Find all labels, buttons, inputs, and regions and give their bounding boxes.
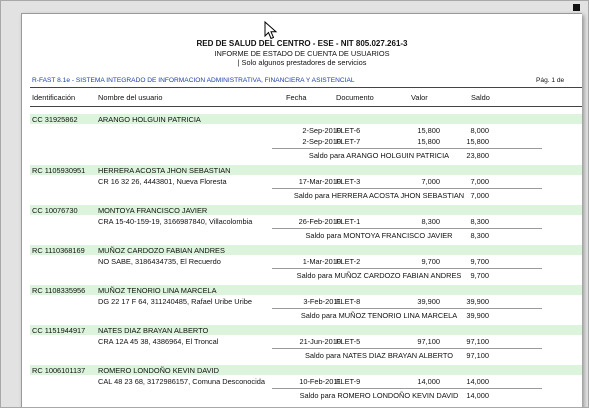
col-header-date: Fecha <box>286 93 307 102</box>
movement-document: FLET-7 <box>336 137 361 146</box>
user-total-label: Saldo para NATES DIAZ BRAYAN ALBERTO <box>304 351 453 360</box>
user-total-label: Saldo para HERRERA ACOSTA JHON SEBASTIAN <box>293 191 465 200</box>
user-address: CRA 12A 45 38, 4386964, El Troncal <box>98 337 219 346</box>
subtotal-rule <box>272 148 542 149</box>
user-total-label: Saldo para MONTOYA FRANCISCO JAVIER <box>305 231 453 240</box>
movement-date: 26-Feb-2010 <box>298 217 341 226</box>
movement-value: 14,000 <box>417 377 440 386</box>
subtotal-rule <box>272 188 542 189</box>
user-id: CC 1151944917 <box>32 326 86 335</box>
movement-date: 3-Feb-2011 <box>303 297 341 306</box>
movement-balance: 15,800 <box>466 137 489 146</box>
movement-value: 97,100 <box>417 337 440 346</box>
movement-balance: 39,900 <box>466 297 489 306</box>
user-total-label: Saldo para ROMERO LONDOÑO KEVIN DAVID <box>299 391 459 400</box>
subtotal-rule <box>272 308 542 309</box>
report-title: RED DE SALUD DEL CENTRO - ESE - NIT 805.027.261-3 <box>196 39 408 48</box>
movement-value: 15,800 <box>417 126 440 135</box>
movement-balance: 7,000 <box>470 177 489 186</box>
movement-value: 8,300 <box>421 217 440 226</box>
movement-balance: 14,000 <box>466 377 489 386</box>
movement-value: 15,800 <box>417 137 440 146</box>
subtotal-rule <box>272 268 542 269</box>
movement-date: 2-Sep-2010 <box>302 126 341 135</box>
report-subtitle: INFORME DE ESTADO DE CUENTA DE USUARIOS <box>214 49 390 58</box>
user-name: NATES DIAZ BRAYAN ALBERTO <box>98 326 209 335</box>
subtotal-rule <box>272 348 542 349</box>
movement-balance: 9,700 <box>470 257 489 266</box>
movement-date: 10-Feb-2011 <box>299 377 341 386</box>
user-name: HERRERA ACOSTA JHON SEBASTIAN <box>98 166 231 175</box>
movement-date: 2-Sep-2010 <box>302 137 341 146</box>
col-header-document: Documento <box>336 93 374 102</box>
user-id: RC 1006101137 <box>32 366 86 375</box>
user-address: CRA 15-40-159-19, 3166987840, Villacolombia <box>98 217 253 226</box>
header-rule-top <box>30 87 582 88</box>
user-address: NO SABE, 3186434735, El Recuerdo <box>98 257 221 266</box>
movement-value: 7,000 <box>421 177 440 186</box>
user-total-label: Saldo para MUÑOZ TENORIO LINA MARCELA <box>300 311 458 320</box>
mouse-cursor-icon <box>264 21 278 41</box>
header-rule-bottom <box>30 106 582 107</box>
report-page <box>21 13 582 408</box>
user-id: RC 1108335956 <box>32 286 86 295</box>
movement-document: FLET-9 <box>336 377 361 386</box>
movement-value: 39,900 <box>417 297 440 306</box>
movement-value: 9,700 <box>421 257 440 266</box>
user-id: CC 31925862 <box>32 115 78 124</box>
system-line: R-FAST 8.1e - SISTEMA INTEGRADO DE INFORMACION ADMINISTRATIVA, FINANCIERA Y ASISTENCIAL <box>32 77 355 84</box>
user-name: ROMERO LONDOÑO KEVIN DAVID <box>98 366 220 375</box>
user-address: CR 16 32 26, 4443801, Nueva Floresta <box>98 177 227 186</box>
page-indicator: Pág. 1 de <box>536 77 565 84</box>
movement-balance: 8,000 <box>470 126 489 135</box>
user-total: 7,000 <box>470 191 489 200</box>
movement-document: FLET-8 <box>336 297 361 306</box>
user-total: 39,900 <box>466 311 489 320</box>
movement-date: 17-Mar-2010 <box>298 177 341 186</box>
user-name: ARANGO HOLGUIN PATRICIA <box>98 115 201 124</box>
movement-document: FLET-5 <box>336 337 361 346</box>
user-name: MUÑOZ CARDOZO FABIAN ANDRES <box>98 246 225 255</box>
user-address: CAL 48 23 68, 3172986157, Comuna Desconocida <box>98 377 265 386</box>
movement-balance: 8,300 <box>470 217 489 226</box>
subtotal-rule <box>272 388 542 389</box>
user-total: 8,300 <box>470 231 489 240</box>
user-total: 97,100 <box>466 351 489 360</box>
col-header-id: Identificación <box>32 93 76 102</box>
col-header-balance: Saldo <box>471 93 490 102</box>
movement-document: FLET-6 <box>336 126 361 135</box>
col-header-name: Nombre del usuario <box>98 93 163 102</box>
user-id: RC 1110368169 <box>32 246 85 255</box>
movement-date: 1-Mar-2010 <box>302 257 341 266</box>
user-id: RC 1105930951 <box>32 166 86 175</box>
user-id: CC 10076730 <box>32 206 78 215</box>
user-total: 9,700 <box>470 271 489 280</box>
user-total-label: Saldo para MUÑOZ CARDOZO FABIAN ANDRES <box>296 271 462 280</box>
user-address: DG 22 17 F 64, 311240485, Rafael Uribe Uribe <box>98 297 252 306</box>
movement-document: FLET-3 <box>336 177 361 186</box>
user-name: MUÑOZ TENORIO LINA MARCELA <box>98 286 217 295</box>
subtotal-rule <box>272 228 542 229</box>
movement-balance: 97,100 <box>466 337 489 346</box>
col-header-value: Valor <box>411 93 428 102</box>
user-total: 14,000 <box>466 391 489 400</box>
user-total: 23,800 <box>466 151 489 160</box>
user-name: MONTOYA FRANCISCO JAVIER <box>98 206 208 215</box>
movement-document: FLET-2 <box>336 257 361 266</box>
report-filter-note: | Solo algunos prestadores de servicios <box>237 58 367 67</box>
movement-document: FLET-1 <box>336 217 361 226</box>
movement-date: 21-Jun-2010 <box>299 337 341 346</box>
user-total-label: Saldo para ARANGO HOLGUIN PATRICIA <box>308 151 450 160</box>
